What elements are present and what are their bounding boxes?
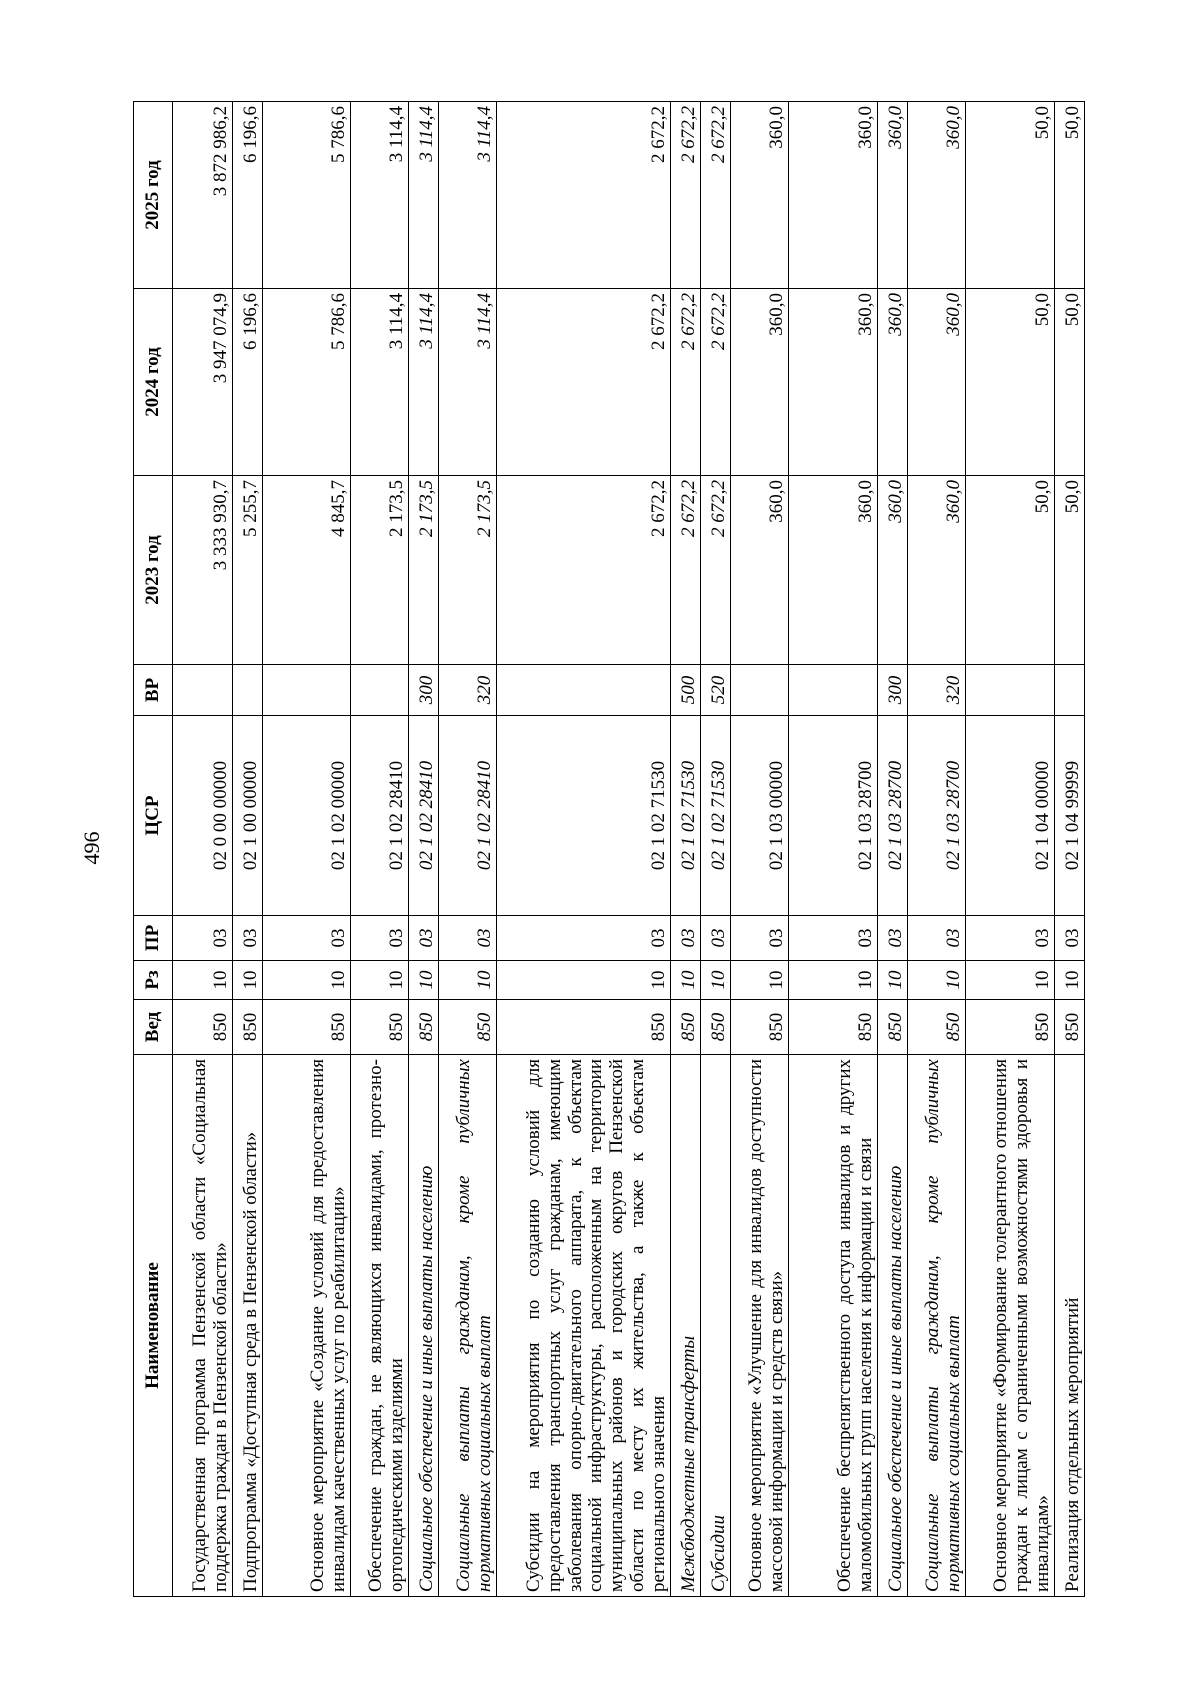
cell-name: Субсидии xyxy=(701,1055,731,1597)
table-row xyxy=(497,102,671,1597)
cell-csr: 02 1 03 28700 xyxy=(878,716,908,916)
cell-ved: 850 xyxy=(1055,1000,1085,1055)
cell-pr: 03 xyxy=(878,916,908,961)
cell-vr: 320 xyxy=(908,665,966,716)
cell-ved: 850 xyxy=(701,1000,731,1055)
cell-rz: 10 xyxy=(966,961,1055,1000)
cell-vr: 300 xyxy=(878,665,908,716)
cell-2025: 2 672,2 xyxy=(497,102,671,289)
cell-rz: 10 xyxy=(731,961,789,1000)
cell-2025: 50,0 xyxy=(966,102,1055,289)
cell-ved: 850 xyxy=(409,1000,439,1055)
cell-2023: 2 672,2 xyxy=(701,476,731,665)
header-csr: ЦСР xyxy=(134,716,173,916)
cell-rz: 10 xyxy=(789,961,878,1000)
cell-2024: 50,0 xyxy=(1055,289,1085,476)
cell-vr xyxy=(1055,665,1085,716)
table-header-row xyxy=(134,102,173,1597)
cell-name: Социальные выплаты гражданам, кроме публичных нормативных социальных выплат xyxy=(908,1055,966,1597)
cell-pr: 03 xyxy=(173,916,233,961)
cell-2024: 5 786,6 xyxy=(263,289,351,476)
cell-2024: 3 947 074,9 xyxy=(173,289,233,476)
cell-vr: 500 xyxy=(671,665,701,716)
table-row xyxy=(173,102,233,1597)
cell-ved: 850 xyxy=(731,1000,789,1055)
cell-rz: 10 xyxy=(173,961,233,1000)
cell-csr: 02 1 03 28700 xyxy=(908,716,966,916)
cell-name: Основное мероприятие «Формирование толерантного отношения граждан к лицам с ограниченными возможностями здоровья и инвалидам» xyxy=(966,1055,1055,1597)
cell-name: Субсидии на мероприятия по созданию условий для предоставления транспортных услуг гражданам, имеющим заболевания опорно-двигательного аппарата, к объектам социальной инфраструктуры, расположенным на территории муниципальных районов и городских округов Пензенской области по месту их жительства, а также к объектам регионального значения xyxy=(497,1055,671,1597)
cell-vr xyxy=(789,665,878,716)
cell-2023: 2 173,5 xyxy=(409,476,439,665)
cell-2023: 50,0 xyxy=(966,476,1055,665)
cell-2025: 3 872 986,2 xyxy=(173,102,233,289)
cell-2023: 3 333 930,7 xyxy=(173,476,233,665)
cell-csr: 02 1 02 28410 xyxy=(351,716,409,916)
table-row xyxy=(351,102,409,1597)
cell-name: Обеспечение граждан, не являющихся инвалидами, протезно-ортопедическими изделиями xyxy=(351,1055,409,1597)
cell-2024: 2 672,2 xyxy=(671,289,701,476)
cell-2023: 360,0 xyxy=(789,476,878,665)
cell-ved: 850 xyxy=(671,1000,701,1055)
cell-csr: 02 1 04 00000 xyxy=(966,716,1055,916)
cell-ved: 850 xyxy=(908,1000,966,1055)
cell-pr: 03 xyxy=(351,916,409,961)
cell-ved: 850 xyxy=(878,1000,908,1055)
header-pr: ПР xyxy=(134,916,173,961)
cell-pr: 03 xyxy=(233,916,263,961)
cell-2024: 3 114,4 xyxy=(351,289,409,476)
cell-pr: 03 xyxy=(908,916,966,961)
header-2024: 2024 год xyxy=(134,289,173,476)
cell-2024: 360,0 xyxy=(789,289,878,476)
cell-2025: 6 196,6 xyxy=(233,102,263,289)
cell-vr xyxy=(263,665,351,716)
cell-rz: 10 xyxy=(908,961,966,1000)
cell-csr: 02 1 03 00000 xyxy=(731,716,789,916)
cell-name: Межбюджетные трансферты xyxy=(671,1055,701,1597)
cell-2023: 360,0 xyxy=(878,476,908,665)
cell-pr: 03 xyxy=(409,916,439,961)
header-2025: 2025 год xyxy=(134,102,173,289)
cell-name: Основное мероприятие «Улучшение для инвалидов доступности массовой информации и средств связи» xyxy=(731,1055,789,1597)
cell-vr: 520 xyxy=(701,665,731,716)
table-row xyxy=(409,102,439,1597)
table-row xyxy=(908,102,966,1597)
cell-2024: 360,0 xyxy=(878,289,908,476)
header-ved: Вед xyxy=(134,1000,173,1055)
cell-2025: 3 114,4 xyxy=(439,102,497,289)
cell-2024: 2 672,2 xyxy=(497,289,671,476)
cell-2025: 2 672,2 xyxy=(671,102,701,289)
cell-csr: 02 1 02 71530 xyxy=(701,716,731,916)
cell-2023: 360,0 xyxy=(908,476,966,665)
cell-2024: 360,0 xyxy=(731,289,789,476)
cell-2023: 2 672,2 xyxy=(671,476,701,665)
cell-name: Государственная программа Пензенской области «Социальная поддержка граждан в Пензенской области» xyxy=(173,1055,233,1597)
header-rz: Рз xyxy=(134,961,173,1000)
cell-csr: 02 0 00 00000 xyxy=(173,716,233,916)
cell-vr xyxy=(351,665,409,716)
cell-csr: 02 1 02 28410 xyxy=(409,716,439,916)
cell-rz: 10 xyxy=(439,961,497,1000)
cell-2023: 50,0 xyxy=(1055,476,1085,665)
cell-pr: 03 xyxy=(731,916,789,961)
cell-2023: 5 255,7 xyxy=(233,476,263,665)
cell-rz: 10 xyxy=(233,961,263,1000)
cell-csr: 02 1 02 00000 xyxy=(263,716,351,916)
table-row xyxy=(731,102,789,1597)
table-row xyxy=(966,102,1055,1597)
cell-vr xyxy=(173,665,233,716)
cell-vr: 300 xyxy=(409,665,439,716)
cell-2025: 360,0 xyxy=(789,102,878,289)
cell-pr: 03 xyxy=(701,916,731,961)
cell-2024: 6 196,6 xyxy=(233,289,263,476)
cell-pr: 03 xyxy=(1055,916,1085,961)
cell-ved: 850 xyxy=(439,1000,497,1055)
cell-2023: 4 845,7 xyxy=(263,476,351,665)
cell-rz: 10 xyxy=(1055,961,1085,1000)
cell-pr: 03 xyxy=(439,916,497,961)
cell-2023: 2 672,2 xyxy=(497,476,671,665)
cell-2025: 2 672,2 xyxy=(701,102,731,289)
cell-2025: 360,0 xyxy=(878,102,908,289)
cell-pr: 03 xyxy=(263,916,351,961)
cell-vr xyxy=(731,665,789,716)
table-row xyxy=(1055,102,1085,1597)
cell-2025: 5 786,6 xyxy=(263,102,351,289)
cell-csr: 02 1 02 28410 xyxy=(439,716,497,916)
cell-2025: 360,0 xyxy=(731,102,789,289)
cell-csr: 02 1 00 00000 xyxy=(233,716,263,916)
cell-csr: 02 1 04 99999 xyxy=(1055,716,1085,916)
cell-rz: 10 xyxy=(263,961,351,1000)
cell-2024: 3 114,4 xyxy=(409,289,439,476)
cell-vr xyxy=(233,665,263,716)
budget-table xyxy=(133,101,1085,1597)
cell-ved: 850 xyxy=(966,1000,1055,1055)
header-vr: ВР xyxy=(134,665,173,716)
cell-vr xyxy=(966,665,1055,716)
table-row xyxy=(439,102,497,1597)
cell-2025: 50,0 xyxy=(1055,102,1085,289)
cell-rz: 10 xyxy=(878,961,908,1000)
cell-pr: 03 xyxy=(966,916,1055,961)
cell-name: Социальное обеспечение и иные выплаты населению xyxy=(878,1055,908,1597)
table-row xyxy=(701,102,731,1597)
cell-csr: 02 1 02 71530 xyxy=(497,716,671,916)
cell-ved: 850 xyxy=(789,1000,878,1055)
cell-name: Социальное обеспечение и иные выплаты населению xyxy=(409,1055,439,1597)
cell-ved: 850 xyxy=(351,1000,409,1055)
table-row xyxy=(789,102,878,1597)
cell-ved: 850 xyxy=(173,1000,233,1055)
header-name: Наименование xyxy=(134,1055,173,1597)
cell-2023: 360,0 xyxy=(731,476,789,665)
cell-vr: 320 xyxy=(439,665,497,716)
cell-name: Реализация отдельных мероприятий xyxy=(1055,1055,1085,1597)
rotated-table-wrapper xyxy=(133,102,1083,1597)
table-row xyxy=(233,102,263,1597)
cell-name: Обеспечение беспрепятственного доступа инвалидов и других маломобильных групп населения к информации и связи xyxy=(789,1055,878,1597)
cell-pr: 03 xyxy=(671,916,701,961)
cell-rz: 10 xyxy=(701,961,731,1000)
cell-rz: 10 xyxy=(671,961,701,1000)
cell-csr: 02 1 03 28700 xyxy=(789,716,878,916)
cell-2024: 50,0 xyxy=(966,289,1055,476)
cell-rz: 10 xyxy=(351,961,409,1000)
page-number: 496 xyxy=(79,831,104,865)
cell-ved: 850 xyxy=(233,1000,263,1055)
cell-pr: 03 xyxy=(497,916,671,961)
cell-rz: 10 xyxy=(497,961,671,1000)
cell-2025: 360,0 xyxy=(908,102,966,289)
cell-name: Социальные выплаты гражданам, кроме публичных нормативных социальных выплат xyxy=(439,1055,497,1597)
cell-rz: 10 xyxy=(409,961,439,1000)
table-row xyxy=(671,102,701,1597)
table-body xyxy=(173,102,1085,1597)
cell-2025: 3 114,4 xyxy=(409,102,439,289)
cell-ved: 850 xyxy=(263,1000,351,1055)
cell-ved: 850 xyxy=(497,1000,671,1055)
cell-pr: 03 xyxy=(789,916,878,961)
cell-2024: 360,0 xyxy=(908,289,966,476)
cell-name: Подпрограмма «Доступная среда в Пензенской области» xyxy=(233,1055,263,1597)
header-2023: 2023 год xyxy=(134,476,173,665)
cell-2024: 2 672,2 xyxy=(701,289,731,476)
cell-2024: 3 114,4 xyxy=(439,289,497,476)
table-row xyxy=(878,102,908,1597)
cell-2023: 2 173,5 xyxy=(439,476,497,665)
cell-2025: 3 114,4 xyxy=(351,102,409,289)
cell-name: Основное мероприятие «Создание условий для предоставления инвалидам качественных услуг по реабилитации» xyxy=(263,1055,351,1597)
cell-2023: 2 173,5 xyxy=(351,476,409,665)
table-row xyxy=(263,102,351,1597)
cell-vr xyxy=(497,665,671,716)
cell-csr: 02 1 02 71530 xyxy=(671,716,701,916)
